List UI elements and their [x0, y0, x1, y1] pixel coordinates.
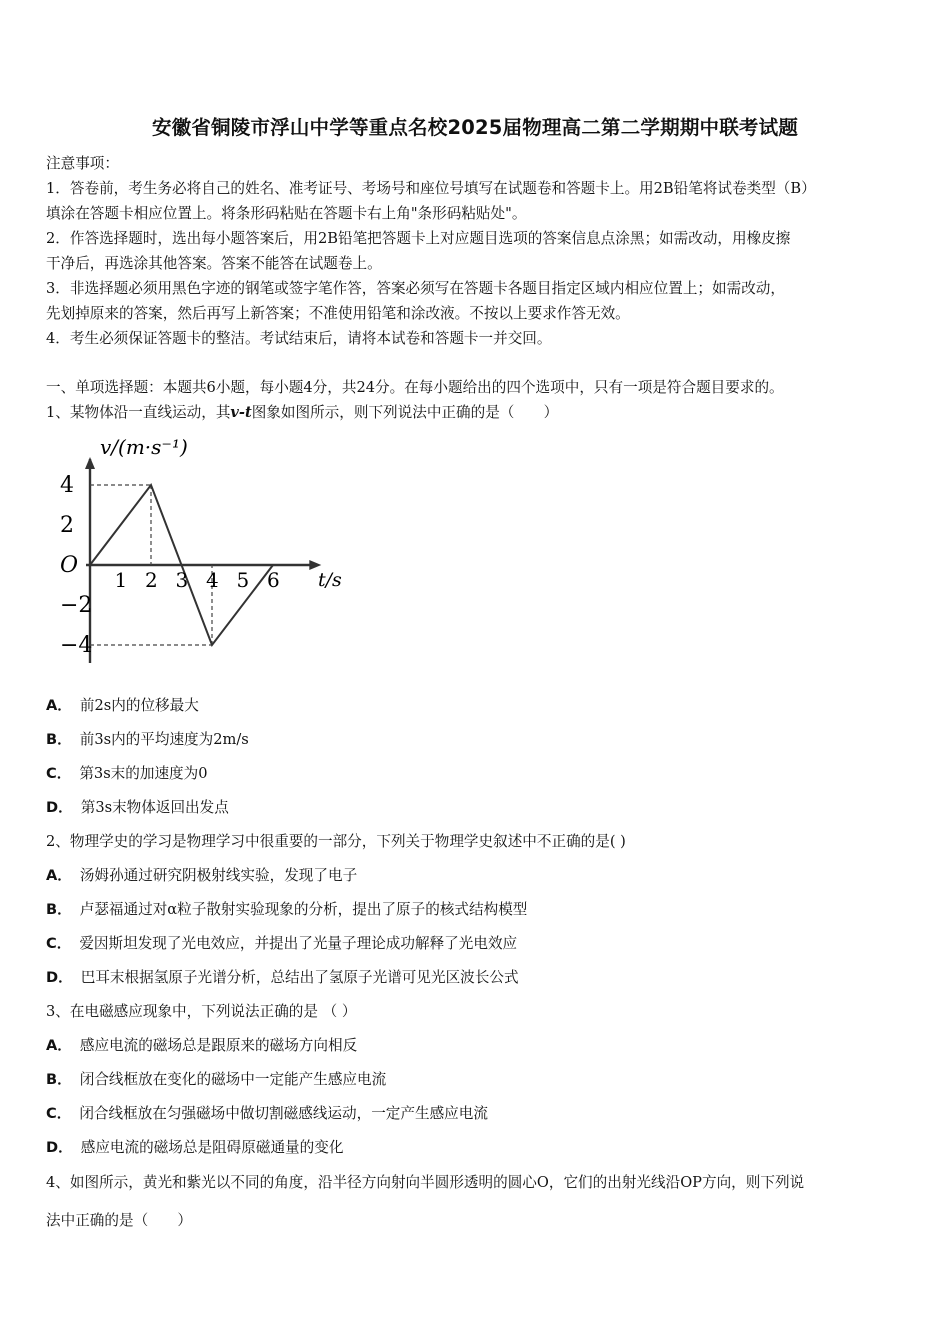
option-key: A．: [46, 697, 72, 714]
q2-option-d[interactable]: [46, 966, 519, 987]
notice-heading: 注意事项：: [46, 155, 119, 172]
section-heading: 一、单项选择题：本题共6小题，每小题4分，共24分。在每小题给出的四个选项中，只有一项是符合题目要求的。: [46, 379, 784, 396]
option-key: D．: [46, 799, 73, 816]
option-key: A．: [46, 1037, 72, 1054]
option-text: 汤姆孙通过研究阴极射线实验，发现了电子: [79, 867, 358, 884]
q1-option-a[interactable]: [46, 694, 199, 715]
option-key: D．: [46, 969, 73, 986]
option-text: 闭合线框放在变化的磁场中一定能产生感应电流: [79, 1071, 387, 1088]
option-text: 爱因斯坦发现了光电效应，并提出了光量子理论成功解释了光电效应: [79, 935, 518, 952]
notice-line: 先划掉原来的答案，然后再写上新答案；不准使用铅笔和涂改液。不按以上要求作答无效。: [46, 305, 630, 322]
option-text: 卢瑟福通过对α粒子散射实验现象的分析，提出了原子的核式结构模型: [79, 901, 528, 918]
chart-xlabel: t/s: [318, 569, 342, 591]
question-4-stem-line-2: 法中正确的是（ ）: [46, 1212, 192, 1229]
x-tick-label: 3: [175, 568, 189, 592]
q1-stem-pre: 1、某物体沿一直线运动，其: [46, 404, 231, 421]
chart-axes: [85, 457, 321, 663]
option-text: 巴耳末根据氢原子光谱分析，总结出了氢原子光谱可见光区波长公式: [80, 969, 519, 986]
page-title: 安徽省铜陵市浮山中学等重点名校2025届物理高二第二学期期中联考试题: [151, 116, 799, 139]
q1-stem-var: v-t: [230, 404, 252, 421]
option-key: C．: [46, 935, 72, 952]
notice-line: 1．答卷前，考生务必将自己的姓名、准考证号、考场号和座位号填写在试题卷和答题卡上。用2B铅笔将试卷类型（B）: [46, 180, 816, 197]
question-2-stem: 2、物理学史的学习是物理学习中很重要的一部分，下列关于物理学史叙述中不正确的是( ): [46, 833, 626, 850]
question-4-stem-line-1: 4、如图所示，黄光和紫光以不同的角度，沿半径方向射向半圆形透明的圆心O，它们的出射光线沿OP方向，则下列说: [46, 1174, 805, 1191]
q3-option-c[interactable]: [46, 1102, 488, 1123]
question-1-stem: [46, 401, 558, 422]
option-key: B．: [46, 1071, 72, 1088]
vt-chart: [50, 428, 370, 673]
option-text: 第3s末的加速度为0: [79, 765, 208, 782]
q1-option-d[interactable]: [46, 796, 229, 817]
option-text: 闭合线框放在匀强磁场中做切割磁感线运动，一定产生感应电流: [79, 1105, 488, 1122]
q2-option-b[interactable]: [46, 898, 527, 919]
q3-option-b[interactable]: [46, 1068, 386, 1089]
y-tick-label: −4: [60, 633, 93, 658]
q1-stem-post: 图象如图所示，则下列说法中正确的是（ ）: [251, 404, 559, 421]
q3-option-d[interactable]: [46, 1136, 343, 1157]
notice-line: 3．非选择题必须用黑色字迹的钢笔或签字笔作答，答案必须写在答题卡各题目指定区域内相应位置上；如需改动，: [46, 280, 785, 297]
notice-line: 干净后，再选涂其他答案。答案不能答在试题卷上。: [46, 255, 382, 272]
option-key: D．: [46, 1139, 73, 1156]
q1-option-b[interactable]: [46, 728, 249, 749]
option-text: 前2s内的位移最大: [79, 697, 199, 714]
q1-option-c[interactable]: [46, 762, 208, 783]
option-text: 感应电流的磁场总是阻碍原磁通量的变化: [80, 1139, 344, 1156]
option-key: C．: [46, 765, 72, 782]
x-tick-label: 4: [206, 568, 219, 592]
question-3-stem: 3、在电磁感应现象中，下列说法正确的是 （ ）: [46, 1003, 357, 1020]
option-text: 第3s末物体返回出发点: [80, 799, 229, 816]
y-tick-label: −2: [60, 593, 93, 618]
notice-line: 4．考生必须保证答题卡的整洁。考试结束后，请将本试卷和答题卡一并交回。: [46, 330, 552, 347]
y-tick-label: 4: [60, 473, 74, 498]
y-tick-label: O: [60, 553, 79, 578]
q3-option-a[interactable]: [46, 1034, 357, 1055]
chart-ylabel: v/(m·s⁻¹): [100, 435, 188, 459]
q2-option-a[interactable]: [46, 864, 357, 885]
option-key: C．: [46, 1105, 72, 1122]
x-tick-label: 5: [236, 568, 250, 592]
x-tick-label: 1: [114, 568, 128, 592]
q2-option-c[interactable]: [46, 932, 517, 953]
option-key: B．: [46, 731, 72, 748]
notice-line: 填涂在答题卡相应位置上。将条形码粘贴在答题卡右上角"条形码粘贴处"。: [46, 205, 527, 222]
option-text: 感应电流的磁场总是跟原来的磁场方向相反: [79, 1037, 358, 1054]
x-tick-label: 6: [267, 568, 280, 592]
notice-line: 2．作答选择题时，选出每小题答案后，用2B铅笔把答题卡上对应题目选项的答案信息点涂黑；如需改动，用橡皮擦: [46, 230, 791, 247]
y-tick-label: 2: [60, 513, 74, 538]
option-text: 前3s内的平均速度为2m/s: [79, 731, 249, 748]
option-key: A．: [46, 867, 72, 884]
option-key: B．: [46, 901, 72, 918]
x-tick-label: 2: [145, 568, 158, 592]
y-axis-arrow: [85, 457, 95, 469]
